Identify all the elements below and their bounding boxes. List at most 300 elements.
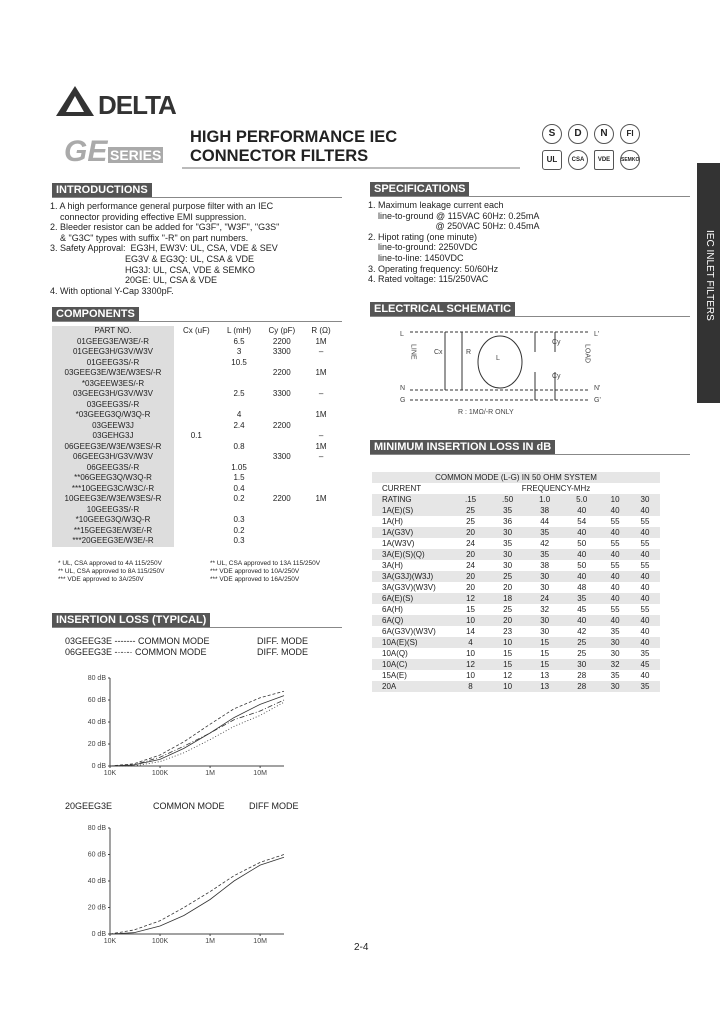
loss-value: 40 [640,671,650,680]
loss-rating: 3A(G3V)(W3V) [382,583,436,592]
loss-row [372,593,660,604]
freq-header: .15 [452,494,489,505]
loss-value: 24 [526,593,563,604]
component-pn: 01GEEG3S/-R [52,358,174,369]
loss-value: 40 [600,549,630,560]
loss-value: 10 [489,681,526,692]
components-heading: COMPONENTS [52,307,139,321]
chart-axis [110,828,284,934]
min-loss-heading: MINIMUM INSERTION LOSS IN dB [370,440,555,454]
freq-header: 30 [630,494,660,505]
component-cy: 2200 [272,368,291,377]
loss-value: 30 [610,649,620,658]
loss-value: 30 [526,615,563,626]
loss-row [372,670,660,681]
loss-row [372,505,660,516]
component-r: 1M [315,441,327,451]
component-r [304,505,338,516]
component-cx [174,400,219,411]
series-line [110,702,284,766]
component-cx [174,505,219,516]
loss-value: 18 [489,593,526,604]
component-row [52,484,338,495]
loss-value: 20 [489,615,526,626]
component-row [52,421,338,432]
component-pn: **15GEEG3E/W3E/-R [52,526,174,537]
component-pn: *10GEEG3Q/W3Q-R [52,515,174,526]
loss-value: 30 [540,627,550,636]
insertion-loss-chart-2 [72,818,294,948]
component-l [219,400,260,411]
component-l: 0.2 [233,525,245,535]
component-l [219,379,260,390]
loss-value: 45 [630,659,660,670]
loss-value: 35 [526,549,563,560]
component-cx [174,358,219,369]
loss-value: 35 [610,627,620,636]
component-r [304,358,338,369]
loss-value: 40 [610,583,620,592]
loss-value: 55 [610,561,620,570]
min-loss-rating-label: RATING [372,494,452,505]
title-line-1: HIGH PERFORMANCE IEC [190,128,398,146]
min-loss-table [372,472,660,692]
x-tick-label: 100K [151,938,169,945]
insertion-loss-rule [52,627,342,628]
chart2-legend: 20GEEG3E COMMON MODE DIFF MODE [65,801,299,811]
loss-rating: 10A(Q) [382,649,408,658]
sch-lp: L' [594,331,600,338]
loss-value: 40 [563,549,600,560]
cert-fi-icon: FI [620,124,640,144]
loss-value: 40 [630,549,660,560]
component-cy [260,442,305,453]
loss-rating: 10A(C) [372,659,452,670]
component-pn: 03GEEG3S/-R [52,400,174,411]
loss-rating: 1A(W3V) [382,539,415,548]
series-ge: GE [64,135,108,168]
loss-value: 40 [630,571,660,582]
loss-rating: 6A(G3V)(W3V) [382,627,436,636]
series-mark [64,135,178,167]
component-l [219,431,260,442]
component-pn: *03GEEG3Q/W3Q-R [52,410,174,421]
loss-value: 38 [540,561,550,570]
loss-value: 15 [540,649,550,658]
component-pn: 03GEEG3H/G3V/W3V [52,389,174,400]
component-cy [260,473,305,484]
component-row [52,379,338,390]
title-divider [182,167,520,169]
col-cy: Cy (pF) [268,326,296,335]
introductions-text: 1. A high performance general purpose filter with an IEC connector providing effective EMI suppression. 2. Bleeder resistor can be added for "G3F", "W3F", "G3S" & "G3C" types with suffix "-R" on part numbers. 3. Safety Approval: EG3H, EW3V: UL, CSA, VDE & SEV EG3V & EG3Q: UL, CSA & VDE HG3J: UL, CSA, VDE & SEMKO 20GE: UL, CSA & VDE 4. With optional Y-Cap 3300pF. [50,201,280,296]
introductions-heading: INTRODUCTIONS [52,183,152,197]
loss-value: 55 [640,605,650,614]
page-number: 2-4 [354,942,369,953]
component-pn: 01GEEG3E/W3E/-R [52,337,174,348]
schematic-rule [370,316,690,317]
loss-value: 40 [630,593,660,604]
component-l: 0.3 [233,536,245,545]
components-footnotes-right: ** UL, CSA approved to 13A 115/250V *** VDE approved to 10A/250V *** VDE approved to 16A/250V [210,560,321,583]
freq-header: 1.0 [526,494,563,505]
component-r [304,463,338,474]
component-pn: 06GEEG3E/W3E/W3ES/-R [52,442,174,453]
component-cy: 3300 [272,452,291,461]
component-pn: 10GEEG3E/W3E/W3ES/-R [52,494,174,505]
loss-rating: 3A(E)(S)(Q) [372,549,452,560]
loss-value: 25 [577,649,587,658]
component-cx [174,526,219,537]
loss-row [372,538,660,549]
component-pn: ***10GEEG3C/W3C/-R [52,484,174,495]
loss-value: 28 [563,681,600,692]
component-cx [174,337,219,348]
sch-l: L [400,331,404,338]
sch-line: LINE [409,344,417,360]
y-tick-label: 80 dB [87,675,106,682]
loss-value: 35 [563,593,600,604]
sch-gp: G' [594,397,601,404]
components-rule [52,321,342,322]
component-r [304,526,338,537]
col-part-no: PART NO. [52,326,174,337]
loss-rating: 6A(H) [382,605,403,614]
certification-marks [540,122,650,174]
introductions-rule [52,197,342,198]
min-loss-freq-label: FREQUENCY-MHz [521,484,591,493]
loss-value: 35 [640,649,650,658]
loss-value: 35 [489,505,526,516]
cert-semko-icon: SEMKO [620,150,640,170]
title-line-2: CONNECTOR FILTERS [190,147,369,165]
loss-value: 10 [452,615,489,626]
sch-load: LOAD [583,344,591,364]
sch-n: N [400,385,406,392]
component-r: – [318,347,324,356]
loss-value: 45 [577,605,587,614]
loss-value: 48 [577,583,587,592]
component-cy [260,410,305,421]
loss-row [372,604,660,615]
component-r [304,379,338,390]
component-row [52,389,338,400]
specifications-rule [370,196,690,197]
loss-value: 55 [610,517,620,526]
component-l: 0.8 [233,441,245,451]
specifications-text: 1. Maximum leakage current each line-to-ground @ 115VAC 60Hz: 0.25mA @ 250VAC 50Hz: 0.45mA 2. Hipot rating (one minute) line-to-ground: 2250VDC line-to-line: 1450VDC 3. Operating frequency: 50/60Hz 4. Rated voltage: 115/250VAC [368,200,540,285]
component-cx [174,442,219,453]
component-l: 10.5 [231,357,247,367]
component-cx: 0.1 [190,431,202,440]
loss-value: 10 [466,649,475,658]
component-cx [174,389,219,400]
loss-value: 35 [630,681,660,692]
sch-np: N' [594,385,601,392]
component-l: 4 [236,410,242,419]
component-r: – [318,389,324,398]
loss-rating: 3A(G3J)(W3J) [372,571,452,582]
series-label: SERIES [110,147,162,163]
component-r: – [318,452,324,461]
sch-r: R [466,349,472,356]
sch-cx: Cx [434,349,443,356]
component-r: 1M [315,410,327,419]
loss-value: 20 [503,583,513,592]
sch-cy2: Cy [552,373,561,380]
insertion-loss-heading: INSERTION LOSS (TYPICAL) [52,613,210,627]
loss-value: 40 [600,571,630,582]
component-r [304,536,338,547]
x-tick-label: 10K [103,770,117,777]
cert-n-icon: N [594,124,614,144]
component-pn: 03GEHG3J [52,431,174,442]
component-row [52,505,338,516]
loss-value: 25 [452,505,489,516]
loss-value: 54 [577,517,587,526]
loss-value: 20 [452,527,489,538]
loss-value: 4 [452,637,489,648]
side-tab-label: IEC INLET FILTERS [704,230,715,321]
series-line [110,691,284,766]
component-cy [260,536,305,547]
component-r: – [318,431,324,440]
loss-rating: 1A(E)(S) [372,505,452,516]
cert-s-icon: S [542,124,562,144]
component-l [219,452,260,463]
loss-value: 40 [600,527,630,538]
freq-header: .50 [489,494,526,505]
component-row [52,368,338,379]
loss-value: 12 [503,671,513,680]
loss-row [372,549,660,560]
loss-row [372,659,660,670]
component-row [52,473,338,484]
loss-rating: 3A(H) [382,561,403,570]
series-line [110,696,284,766]
component-row [52,400,338,411]
component-l [219,505,260,516]
component-cx [174,410,219,421]
loss-value: 10 [466,671,475,680]
sch-cy1: Cy [552,339,561,346]
component-cy [260,358,305,369]
component-cy: 2200 [272,336,291,346]
loss-value: 55 [610,605,620,614]
component-pn: 03GEEW3J [52,421,174,432]
sch-lcoil: L [496,355,500,362]
loss-value: 25 [563,637,600,648]
loss-rating: 6A(Q) [372,615,452,626]
loss-value: 15 [489,659,526,670]
x-tick-label: 1M [205,770,215,777]
component-cx [174,463,219,474]
component-row [52,442,338,453]
loss-value: 20 [452,571,489,582]
component-cx [174,473,219,484]
series-line [110,857,284,934]
component-cx [174,494,219,505]
loss-value: 44 [540,517,550,526]
loss-row [372,626,660,637]
component-r [304,421,338,432]
loss-value: 40 [630,615,660,626]
y-tick-label: 0 dB [91,931,106,938]
loss-rating: 20A [372,681,452,692]
loss-value: 24 [466,561,475,570]
loss-value: 36 [503,517,513,526]
loss-value: 30 [600,681,630,692]
loss-value: 35 [503,539,513,548]
chart-axis [110,678,284,766]
component-row [52,347,338,358]
loss-value: 10 [489,637,526,648]
y-tick-label: 40 dB [87,719,106,726]
loss-value: 38 [526,505,563,516]
component-row [52,337,338,348]
component-pn: 06GEEG3H/G3V/W3V [52,452,174,463]
y-tick-label: 40 dB [87,878,106,885]
chart1-legend: 03GEEG3E ------- COMMON MODE DIFF. MODE 06GEEG3E -·-·-· COMMON MODE DIFF. MODE [65,636,308,657]
loss-value: 30 [540,583,550,592]
y-tick-label: 20 dB [87,904,106,912]
x-tick-label: 10M [253,770,267,777]
component-r: 1M [315,494,327,503]
component-cy: 2200 [272,420,291,430]
x-tick-label: 10M [253,938,267,945]
component-cx [174,379,219,390]
loss-row [372,648,660,659]
loss-rating: 15A(E) [382,671,407,680]
loss-value: 23 [503,627,513,636]
sch-g: G [400,397,406,404]
x-tick-label: 1M [205,938,215,945]
loss-value: 40 [563,527,600,538]
loss-value: 35 [526,527,563,538]
component-l: 1.05 [231,462,247,472]
cert-ul-icon: UL [542,150,562,170]
loss-row [372,681,660,692]
component-cy: 2200 [272,494,291,503]
loss-value: 40 [600,505,630,516]
component-l: 1.5 [233,473,245,482]
loss-value: 30 [489,549,526,560]
component-cy [260,463,305,474]
loss-value: 40 [640,627,650,636]
loss-row [372,582,660,593]
delta-triangle-icon [54,84,96,118]
component-l: 0.3 [233,515,245,524]
component-cx [174,347,219,358]
col-cx: Cx (uF) [182,326,210,335]
min-loss-super-header: COMMON MODE (L-G) IN 50 OHM SYSTEM [372,472,660,483]
component-r [304,473,338,484]
x-tick-label: 10K [103,938,117,945]
loss-value: 12 [452,593,489,604]
component-row [52,410,338,421]
loss-rating: 6A(E)(S) [372,593,452,604]
component-pn: *03GEEW3ES/-R [52,379,174,390]
component-l: 3 [236,347,242,356]
y-tick-label: 80 dB [87,825,106,832]
loss-value: 15 [526,637,563,648]
loss-value: 40 [600,615,630,626]
component-cy [260,400,305,411]
component-r [304,400,338,411]
insertion-loss-chart-1 [72,668,294,780]
cert-d-icon: D [568,124,588,144]
y-tick-label: 20 dB [87,741,106,748]
loss-row [372,560,660,571]
component-pn: 06GEEG3S/-R [52,463,174,474]
loss-value: 35 [610,671,620,680]
component-row [52,358,338,369]
component-cy [260,379,305,390]
specifications-heading: SPECIFICATIONS [370,182,469,196]
components-table [52,326,338,547]
component-pn: 03GEEG3E/W3E/W3ES/-R [52,368,174,379]
component-cx [174,536,219,547]
delta-logo [54,84,174,118]
col-l: L (mH) [226,326,252,335]
cert-vde-icon: VDE [594,150,614,170]
freq-header: 5.0 [563,494,600,505]
component-row [52,463,338,474]
loss-value: 40 [640,583,650,592]
component-cy: 3300 [272,347,291,356]
loss-value: 40 [630,505,660,516]
loss-rating: 1A(H) [382,517,403,526]
loss-value: 40 [600,593,630,604]
component-l: 2.4 [233,420,245,430]
loss-value: 55 [640,517,650,526]
loss-value: 15 [503,649,513,658]
component-row [52,494,338,505]
component-pn: 10GEEG3S/-R [52,505,174,516]
component-cx [174,515,219,526]
loss-value: 40 [563,505,600,516]
component-row [52,452,338,463]
loss-value: 15 [526,659,563,670]
loss-value: 30 [600,637,630,648]
component-cx [174,368,219,379]
min-loss-rule [370,454,690,455]
loss-value: 40 [563,615,600,626]
component-pn: 01GEEG3H/G3V/W3V [52,347,174,358]
x-tick-label: 100K [151,770,169,777]
loss-value: 32 [600,659,630,670]
loss-value: 40 [630,637,660,648]
y-tick-label: 0 dB [91,763,106,770]
component-r: 1M [315,336,327,346]
loss-value: 42 [540,539,550,548]
component-cy: 3300 [272,389,291,398]
component-l: 6.5 [233,336,245,346]
loss-value: 32 [540,605,550,614]
loss-value: 20 [466,583,475,592]
loss-value: 25 [489,571,526,582]
component-l: 0.2 [233,494,245,503]
brand-name: DELTA [98,90,176,120]
loss-row [372,516,660,527]
y-tick-label: 60 dB [87,697,106,704]
loss-value: 55 [640,539,650,548]
loss-value: 50 [577,561,587,570]
component-cy [260,431,305,442]
component-pn: **06GEEG3Q/W3Q-R [52,473,174,484]
loss-row [372,615,660,626]
component-cx [174,484,219,495]
